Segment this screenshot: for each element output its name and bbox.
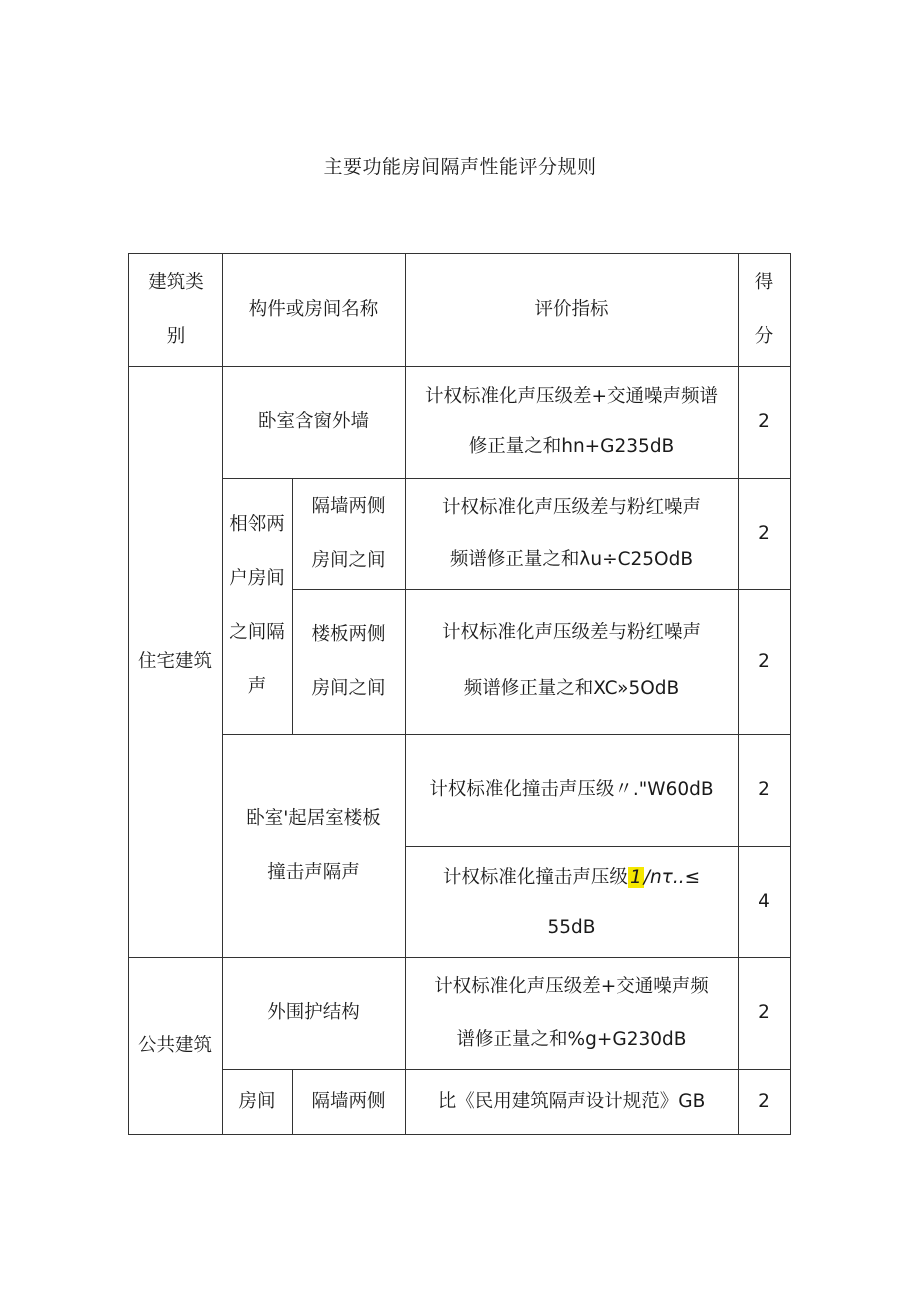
header-score: 得分 [754,272,774,347]
page-title: 主要功能房间隔声性能评分规则 [323,156,597,178]
score-public-2: 2 [758,1090,770,1112]
score-row-3: 2 [758,650,770,672]
indicator-row-1: 计权标准化声压级差+交通噪声频谱 修正量之和hn+G235dB [424,386,718,457]
component-adjacent-units: 相邻两户房间之间隔声 [229,514,285,697]
indicator-row-3: 计权标准化声压级差与粉红噪声 频谱修正量之和XC»5OdB [441,622,701,699]
score-public-1: 2 [758,1002,770,1023]
indicator-public-2: 比《民用建筑隔声设计规范》GB [437,1090,706,1112]
category-residential: 住宅建筑 [137,650,212,672]
component-envelope: 外围护结构 [267,1002,360,1023]
component-impact-sound: 卧室'起居室楼板 撞击声隔声 [246,807,381,883]
indicator-row-4: 计权标准化撞击声压级〃."W60dB [429,779,714,800]
header-indicator: 评价指标 [534,298,609,320]
component-room: 房间 [238,1090,276,1112]
component-bedroom-exterior-wall: 卧室含窗外墙 [257,411,369,432]
score-row-2: 2 [758,522,770,544]
highlight-mark: 1 [629,867,642,888]
indicator-row-5: 计权标准化撞击声压级 1 ∕nτ..≤ 55dB [442,867,701,938]
sub-partition-wall-public: 隔墙两侧 [311,1090,386,1112]
sub-floor-slab: 楼板两侧房间之间 [311,623,386,699]
score-row-1: 2 [758,411,770,432]
indicator-public-1: 计权标准化声压级差+交通噪声频 谱修正量之和%g+G230dB [434,976,709,1050]
sub-partition-wall: 隔墙两侧房间之间 [311,495,386,571]
header-category: 建筑类别 [148,272,204,347]
category-public: 公共建筑 [137,1034,212,1056]
score-row-5: 4 [758,890,770,912]
indicator-row-2: 计权标准化声压级差与粉红噪声 频谱修正量之和λu÷C25OdB [441,496,701,570]
score-row-4: 2 [758,779,770,800]
header-component: 构件或房间名称 [248,298,379,320]
